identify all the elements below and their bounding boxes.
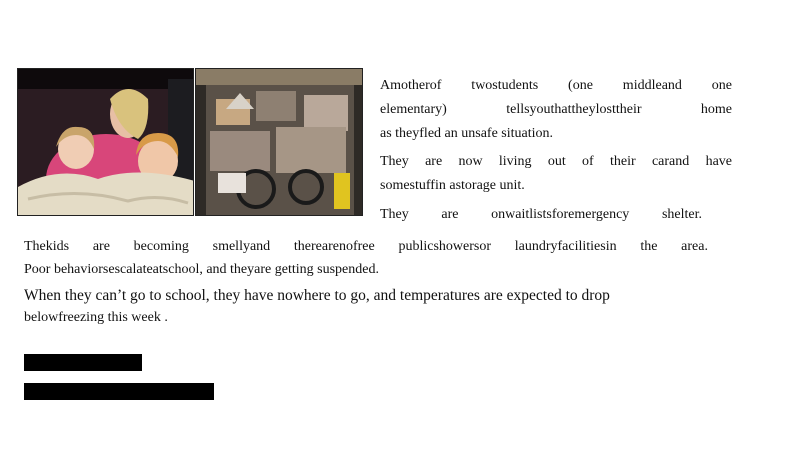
paragraph-5-line-1: When they can’t go to school, they have nowhere to go, and temperatures are expected to drop [24,287,610,304]
storage-unit-photo [195,68,363,216]
paragraph-4-line-1: Thekids are becoming smellyand therearenofree publicshowersor laundryfacilitiesin the area. [24,239,708,254]
family-photo-art [18,69,194,216]
redaction-bar-2 [24,383,214,400]
paragraph-5-line-2: belowfreezing this week . [24,310,168,325]
paragraph-3-line-1: They are onwaitlistsforemergency shelter. [380,207,702,222]
paragraph-1-line-1: Amotherof twostudents (one middleand one [380,78,732,93]
paragraph-1-line-2: elementary) tellsyouthattheylosttheir home [380,102,732,117]
paragraph-2-line-1: They are now living out of their carand have [380,154,732,169]
family-photo [17,68,194,216]
paragraph-1-line-3: as theyfled an unsafe situation. [380,126,554,141]
redaction-bar-1 [24,354,142,371]
storage-unit-photo-art [196,69,363,216]
paragraph-2-line-2: somestuffin astorage unit. [380,178,525,193]
paragraph-4-line-2: Poor behaviorsescalateatschool, and theyare getting suspended. [24,262,379,277]
